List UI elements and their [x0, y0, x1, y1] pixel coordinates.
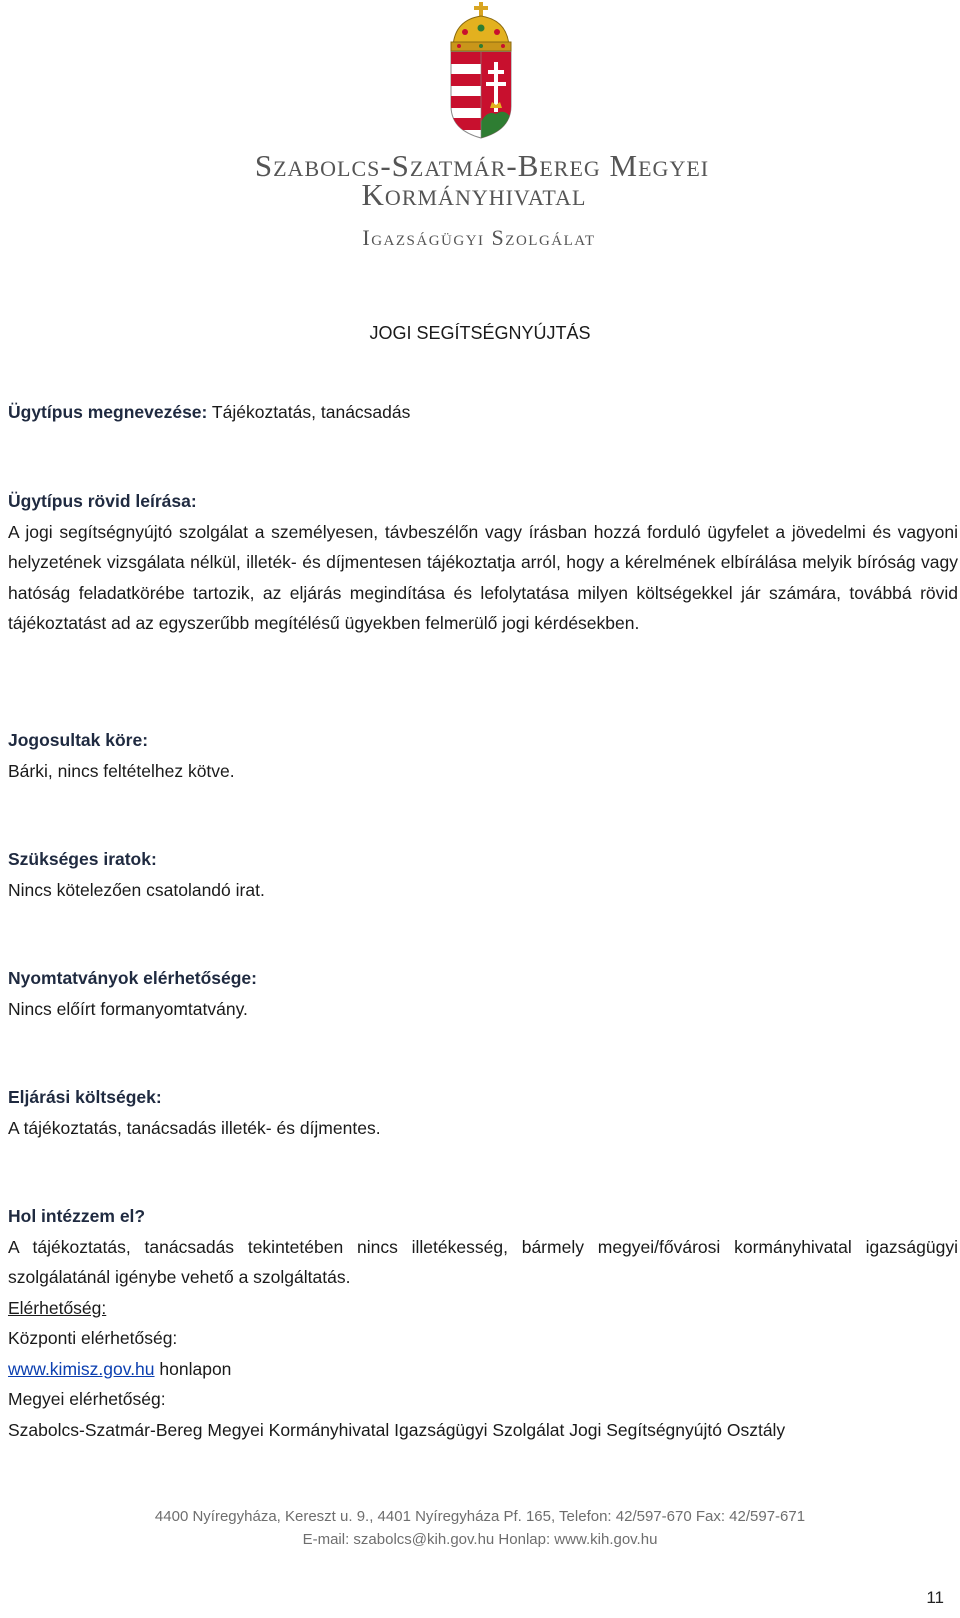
org-name-line2: Kormányhivatal — [361, 177, 587, 212]
footer-email: E-mail: szabolcs@kih.gov.hu Honlap: www.kih.gov.hu — [302, 1531, 658, 1548]
forms-text: Nincs előírt formanyomtatvány. — [8, 998, 248, 1019]
kimisz-link[interactable]: www.kimisz.gov.hu — [8, 1358, 155, 1379]
description-text: A jogi segítségnyújtó szolgálat a személyesen, távbeszélőn vagy írásban hozzá forduló ügyfelet a jövedelmi és vagyoni helyzetének vizsgálata nélkül, illeték- és díjmentesen tájékoztatja arról, hogy a kérelmének elbírálása melyik bíróság vagy hatóság feladatkörébe tartozik, az eljárás megindítása és lefolytatása milyen költségekkel jár számára, továbbá rövid tájékoztatást ad az egyszerűbb megítélésű ügyekben felmerülő jogi kérdésekben. — [8, 521, 958, 633]
eligible-section — [8, 725, 958, 786]
description-section — [8, 486, 958, 639]
documents-label: Szükséges iratok: — [8, 849, 157, 869]
where-label: Hol intézzem el? — [8, 1206, 146, 1226]
org-name-line1: Szabolcs-Szatmár-Bereg Megyei — [254, 148, 710, 183]
central-contact-line — [8, 1354, 958, 1385]
documents-section — [8, 844, 958, 905]
forms-section — [8, 963, 958, 1024]
costs-section — [8, 1082, 958, 1143]
central-contact-label: Központi elérhetőség: — [8, 1328, 178, 1348]
case-type-label: Ügytípus megnevezése: — [8, 402, 208, 422]
case-type-section — [8, 397, 958, 428]
page-number: 11 — [926, 1588, 944, 1607]
where-section — [8, 1201, 958, 1445]
eligible-text: Bárki, nincs feltételhez kötve. — [8, 760, 235, 781]
document-title: JOGI SEGÍTSÉGNYÚJTÁS — [369, 323, 591, 343]
footer-address: 4400 Nyíregyháza, Kereszt u. 9., 4401 Nyíregyháza Pf. 165, Telefon: 42/597-670 Fax: 42/597-671 — [154, 1508, 806, 1525]
county-contact-label: Megyei elérhetőség: — [8, 1389, 166, 1409]
where-text: A tájékoztatás, tanácsadás tekintetében nincs illetékesség, bármely megyei/fővárosi kormányhivatal igazságügyi szolgálatánál igénybe vehető a szolgáltatás. — [8, 1236, 958, 1287]
county-contact-text: Szabolcs-Szatmár-Bereg Megyei Kormányhivatal Igazságügyi Szolgálat Jogi Segítségnyújtó Osztály — [8, 1419, 786, 1440]
department-name: Igazságügyi Szolgálat — [362, 225, 596, 250]
case-type-value: Tájékoztatás, tanácsadás — [211, 402, 411, 422]
documents-text: Nincs kötelezően csatolandó irat. — [8, 879, 265, 900]
contact-label: Elérhetőség: — [8, 1297, 107, 1318]
central-contact-suffix: honlapon — [154, 1358, 232, 1379]
costs-text: A tájékoztatás, tanácsadás illeték- és díjmentes. — [8, 1117, 381, 1138]
eligible-label: Jogosultak köre: — [8, 730, 149, 750]
forms-label: Nyomtatványok elérhetősége: — [8, 968, 257, 988]
coat-of-arms-icon — [447, 2, 515, 140]
costs-label: Eljárási költségek: — [8, 1087, 162, 1107]
description-label: Ügytípus rövid leírása: — [8, 491, 197, 511]
